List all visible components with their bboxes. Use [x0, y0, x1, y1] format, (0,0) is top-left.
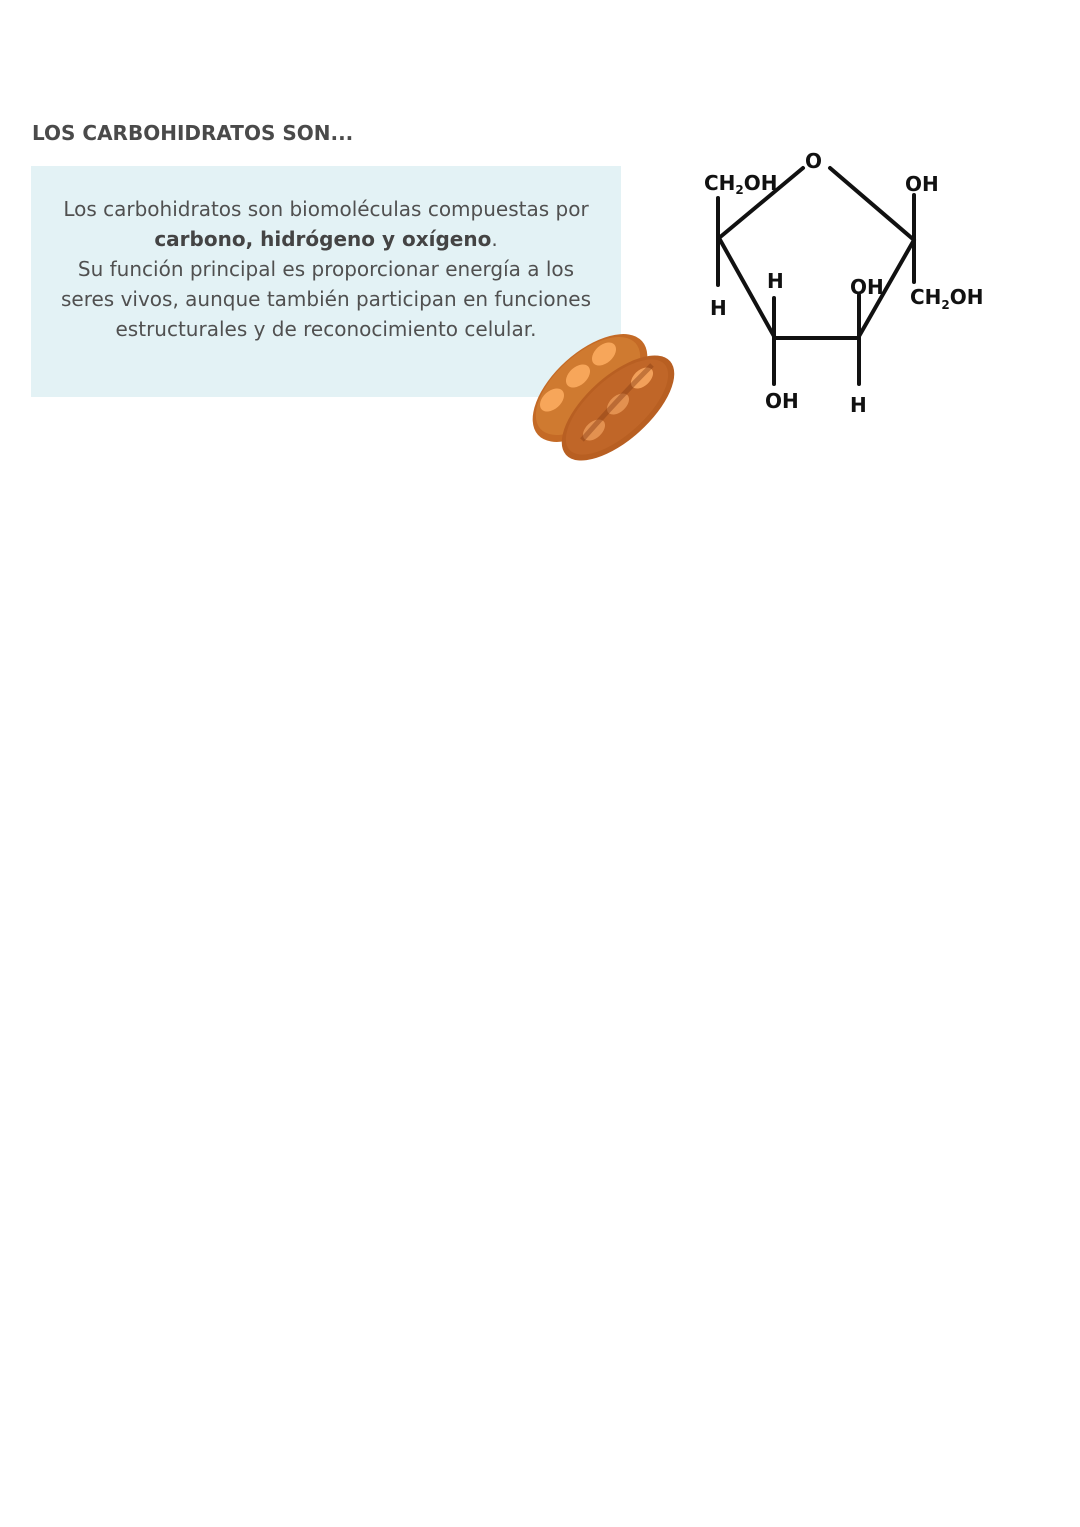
right-group-label: $CH_2OH$: [910, 285, 984, 312]
fructose-structure-diagram: [690, 140, 1010, 430]
bottom-right-hydrogen-label: H: [850, 393, 867, 417]
function-text: Su función principal es proporcionar energía a los seres vivos, aunque también participan en funciones estructurales y de reconocimiento celular.: [60, 257, 592, 341]
definition-intro-end: .: [491, 227, 498, 251]
bread-icon: [522, 320, 682, 475]
ring-oxygen-label: O: [805, 149, 823, 173]
top-left-group-label: $CH_2OH$: [704, 171, 778, 197]
inner-left-hydrogen-label: H: [767, 269, 784, 293]
section-title: LOS CARBOHIDRATOS SON...: [32, 121, 354, 145]
definition-elements: carbono, hidrógeno y oxígeno: [154, 227, 492, 251]
definition-intro: Los carbohidratos son biomoléculas compuestas por: [63, 197, 589, 221]
definition-text: [49, 194, 603, 254]
top-right-hydroxyl-label: OH: [905, 172, 939, 196]
left-hydrogen-label: H: [710, 296, 727, 320]
bottom-left-hydroxyl-label: OH: [765, 389, 799, 413]
inner-right-hydroxyl-label: OH: [850, 275, 884, 299]
molecule-bonds: [718, 168, 914, 384]
